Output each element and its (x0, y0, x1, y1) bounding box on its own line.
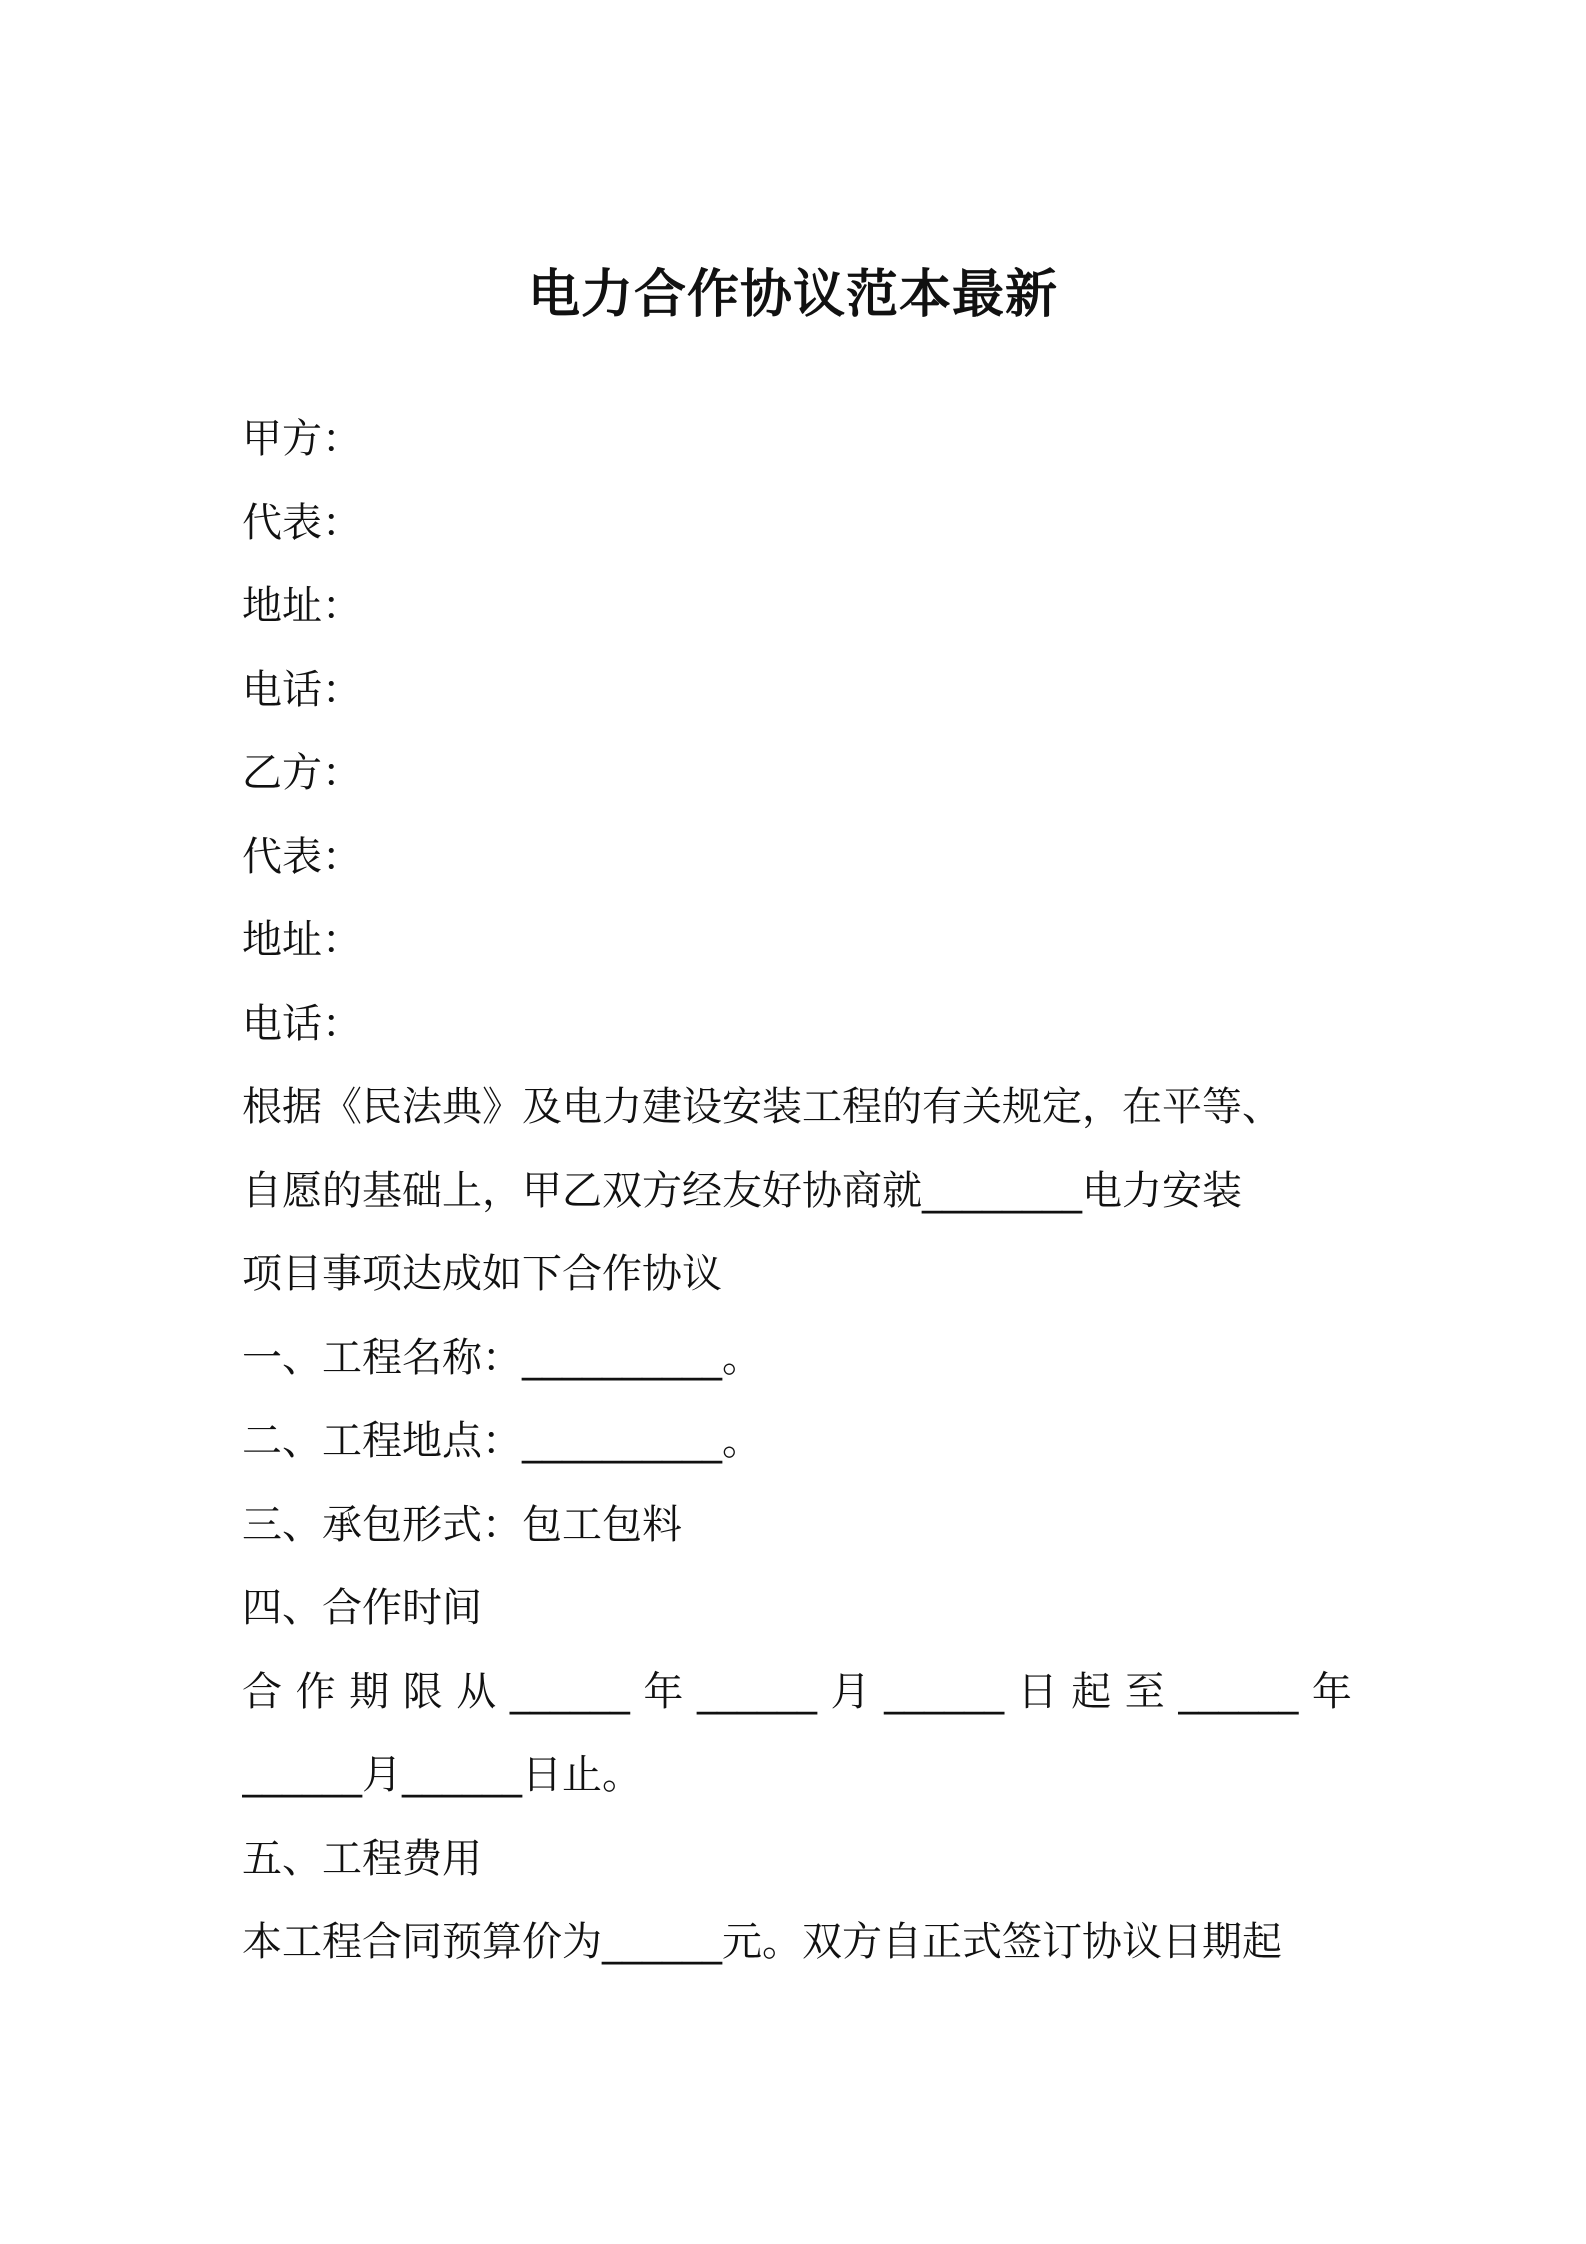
cooperation-time-token: 日 (1017, 1668, 1058, 1715)
section-cooperation-time-heading: 四、合作时间 (242, 1585, 482, 1631)
cooperation-time-blank: ______ (696, 1668, 817, 1715)
party-a-representative: 代表： (242, 499, 362, 546)
section-project-name: 一、工程名称：__________。 (242, 1334, 762, 1381)
party-b-label: 乙方： (242, 750, 362, 796)
section-contract-form: 三、承包形式：包工包料 (242, 1501, 682, 1548)
cooperation-time-line: ______月______日止。 (242, 1752, 642, 1798)
preamble-line: 自愿的基础上，甲乙双方经友好协商就________电力安装 (242, 1167, 1242, 1214)
party-a-address: 地址： (242, 583, 362, 629)
cooperation-time-blank: ______ (884, 1668, 1005, 1715)
cooperation-time-token: 年 (1311, 1668, 1352, 1715)
cooperation-time-token: 月 (830, 1668, 871, 1715)
cooperation-time-blank: ______ (1178, 1668, 1299, 1715)
document-title: 电力合作协议范本最新 (527, 265, 1058, 325)
party-a-phone: 电话： (242, 666, 362, 713)
cooperation-time-token: 起 (1071, 1668, 1112, 1715)
preamble-line: 项目事项达成如下合作协议 (242, 1251, 722, 1297)
party-a-label: 甲方： (242, 416, 362, 462)
cooperation-time-line (242, 1651, 1352, 1735)
party-b-phone: 电话： (242, 1000, 362, 1047)
section-cost-heading: 五、工程费用 (242, 1835, 482, 1882)
cooperation-time-token: 限 (402, 1668, 443, 1715)
cooperation-time-token: 期 (349, 1668, 390, 1715)
cooperation-time-token: 至 (1124, 1668, 1165, 1715)
document-body (242, 398, 1352, 1985)
cooperation-time-token: 合 (242, 1668, 282, 1715)
party-b-address: 地址： (242, 917, 362, 963)
party-b-representative: 代表： (242, 833, 362, 880)
cooperation-time-token: 年 (643, 1668, 684, 1715)
cooperation-time-blank: ______ (509, 1668, 630, 1715)
preamble-line: 根据《民法典》及电力建设安装工程的有关规定，在平等、 (242, 1084, 1282, 1130)
section-project-location: 二、工程地点：__________。 (242, 1418, 762, 1464)
section-cost-text: 本工程合同预算价为______元。双方自正式签订协议日期起 (242, 1919, 1282, 1965)
cooperation-time-token: 作 (295, 1668, 336, 1715)
cooperation-time-token: 从 (456, 1668, 497, 1715)
